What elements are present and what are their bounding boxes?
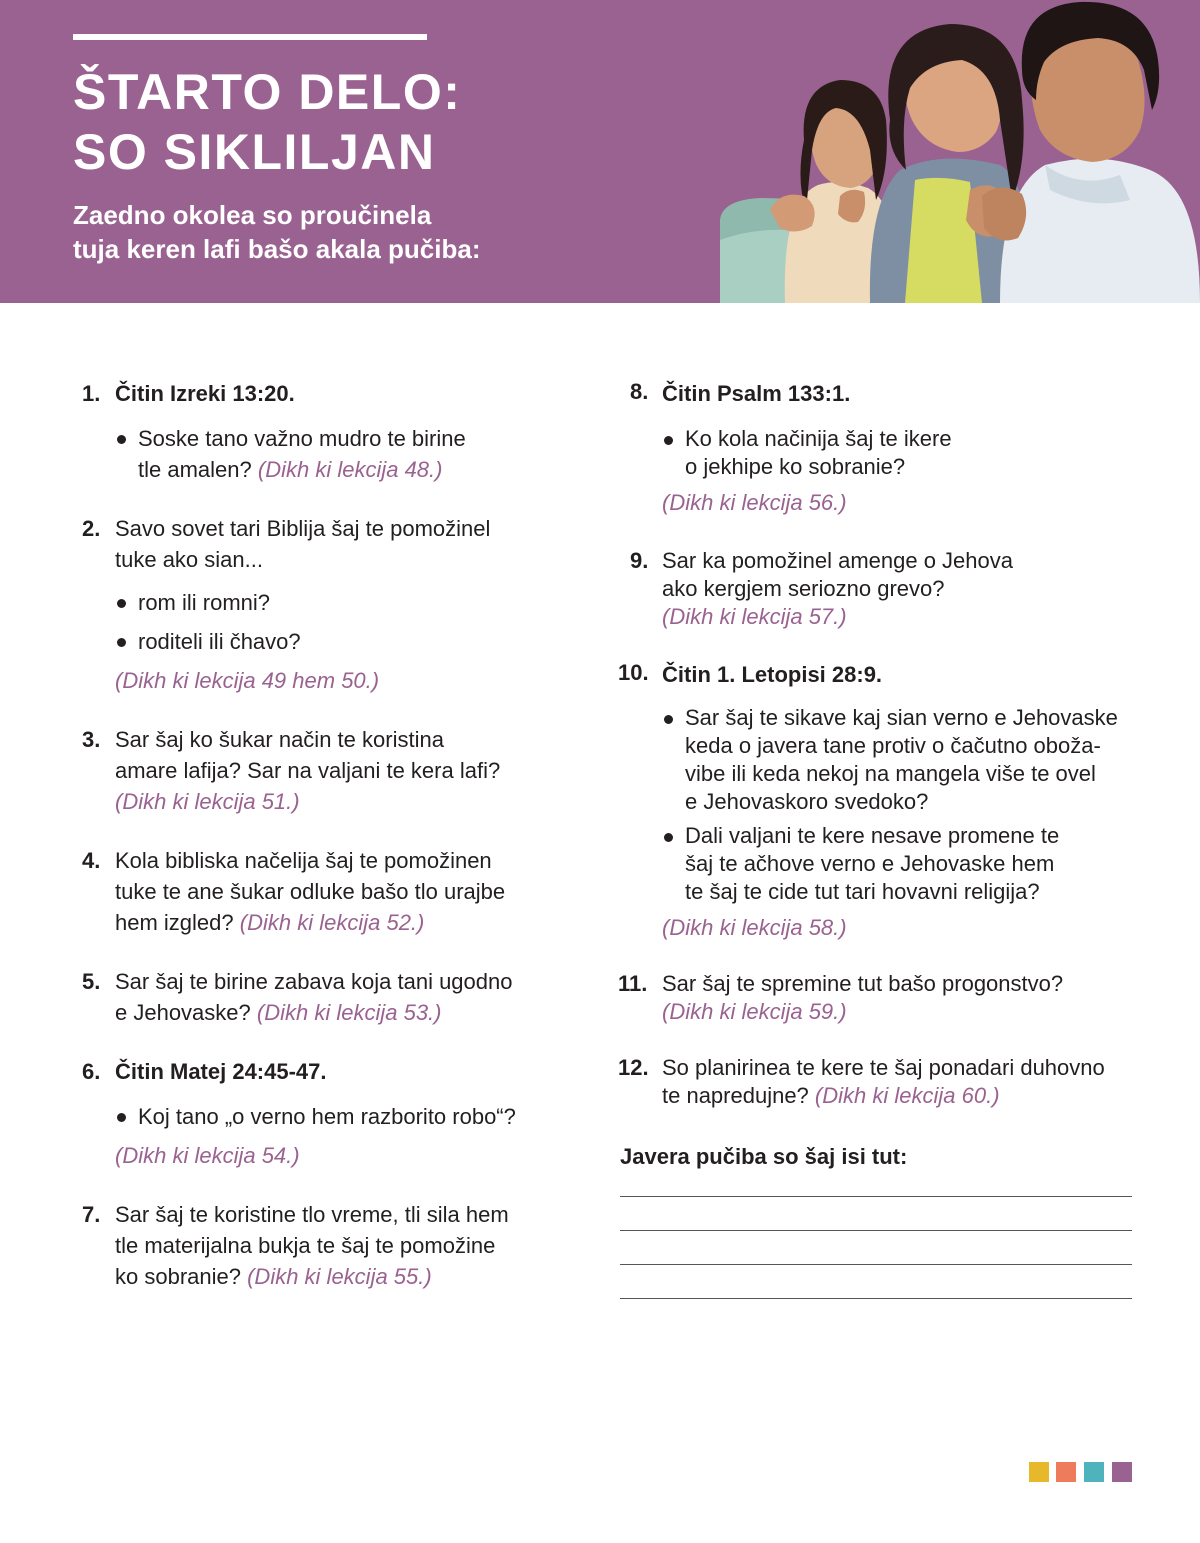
subtitle-line-1: Zaedno okolea so proučinela [73,200,432,230]
question-11 [618,970,1138,1026]
bullet-item: Koj tano „o verno hem razborito robo“? [115,1101,602,1132]
question-4 [82,845,602,938]
bullet-list [662,425,1138,481]
question-text: Kola bibliska načelija šaj te pomožinen tuke te ane šukar odluke bašo tlo urajbe hem izgled? (Dikh ki lekcija 52.) [115,848,506,935]
lesson-reference: (Dikh ki lekcija 59.) [662,999,847,1024]
scripture-reading: Čitin Izreki 13:20. [115,381,295,406]
header-rule [73,34,427,40]
writing-line[interactable] [620,1196,1132,1197]
question-6 [82,1056,602,1171]
question-number: 12. [618,1055,649,1080]
subtitle-line-2: tuja keren lafi bašo akala pučiba: [73,234,481,264]
question-text: Sar šaj ko šukar način te koristina amare lafija? Sar na valjani te kera lafi? (Dikh ki lekcija 51.) [115,727,501,814]
bullet-item: Ko kola načinija šaj te ikere o jekhipe ko sobranie? [662,425,1138,481]
lesson-reference: (Dikh ki lekcija 49 hem 50.) [115,668,380,693]
page-title [73,62,461,182]
question-1 [82,378,602,485]
question-number: 8. [630,379,649,404]
question-text: Sar šaj te spremine tut bašo progonstvo? (Dikh ki lekcija 59.) [662,971,1064,1024]
question-2 [82,513,602,696]
writing-line[interactable] [620,1230,1132,1231]
question-3 [82,724,602,817]
writing-line[interactable] [620,1264,1132,1265]
questions-left-column [82,378,602,1292]
bullet-item: Soske tano važno mudro te birine tle amalen? (Dikh ki lekcija 48.) [115,423,602,485]
title-line-1: ŠTARTO DELO: [73,64,462,120]
question-12 [618,1054,1138,1110]
scripture-reading: Čitin Psalm 133:1. [662,381,851,406]
writing-line[interactable] [620,1298,1132,1299]
square-orange [1056,1462,1076,1482]
lesson-reference: (Dikh ki lekcija 48.) [257,457,443,482]
square-purple [1112,1462,1132,1482]
bullet-list [115,423,602,485]
bullet-list [115,587,602,657]
lesson-reference: (Dikh ki lekcija 57.) [662,604,847,629]
page-subtitle [73,198,480,266]
lesson-reference: (Dikh ki lekcija 60.) [814,1083,1000,1108]
question-number: 10. [618,660,649,685]
lesson-reference: (Dikh ki lekcija 55.) [247,1264,432,1289]
question-text: Savo sovet tari Biblija šaj te pomožinel tuke ako sian... [115,516,491,572]
question-number: 1. [82,381,101,406]
question-text: Sar ka pomožinel amenge o Jehova ako kergjem seriozno grevo? (Dikh ki lekcija 57.) [662,548,1013,629]
bullet-item: Dali valjani te kere nesave promene te šaj te ačhove verno e Jehovaske hem te šaj te cide tut tari hovavni religija? [662,822,1138,906]
question-10 [618,659,1138,942]
lesson-reference: (Dikh ki lekcija 53.) [256,1000,442,1025]
other-questions-label: Javera pučiba so šaj isi tut: [620,1144,908,1169]
lesson-reference: (Dikh ki lekcija 54.) [115,1143,300,1168]
question-number: 3. [82,727,101,752]
question-number: 7. [82,1202,101,1227]
question-number: 9. [630,548,649,573]
bullet-item: roditeli ili čhavo? [115,626,602,657]
question-number: 6. [82,1059,101,1084]
question-number: 2. [82,516,101,541]
scripture-reading: Čitin 1. Letopisi 28:9. [662,662,883,687]
question-text: Sar šaj te koristine tlo vreme, tli sila hem tle materijalna bukja te šaj te pomožine ko sobranie? (Dikh ki lekcija 55.) [115,1202,509,1289]
header-banner [0,0,1200,303]
question-text: Sar šaj te birine zabava koja tani ugodno e Jehovaske? (Dikh ki lekcija 53.) [115,969,513,1025]
questions-right-column [618,378,1138,1110]
family-praying-illustration [700,0,1200,303]
bullet-item: Sar šaj te sikave kaj sian verno e Jehovaske keda o javera tane protiv o čačutno oboža- vibe ili keda nekoj na mangela više te ovel e Jehovaskoro svedoko? [662,704,1138,816]
lesson-reference: (Dikh ki lekcija 52.) [239,910,425,935]
lesson-reference: (Dikh ki lekcija 58.) [662,915,847,940]
question-5 [82,966,602,1028]
bullet-list [662,704,1138,906]
question-number: 5. [82,969,101,994]
question-7 [82,1199,602,1292]
title-line-2: SO SIKLILJAN [73,124,436,180]
question-number: 4. [82,848,101,873]
lesson-reference: (Dikh ki lekcija 51.) [115,789,300,814]
question-text: So planirinea te kere te šaj ponadari duhovno te napredujne? (Dikh ki lekcija 60.) [662,1055,1105,1108]
lesson-reference: (Dikh ki lekcija 56.) [662,490,847,515]
question-number: 11. [618,971,648,996]
bullet-item: rom ili romni? [115,587,602,618]
scripture-reading: Čitin Matej 24:45-47. [115,1059,327,1084]
question-8 [618,378,1138,517]
square-yellow [1029,1462,1049,1482]
bullet-list [115,1101,602,1132]
square-teal [1084,1462,1104,1482]
question-9 [618,547,1138,631]
